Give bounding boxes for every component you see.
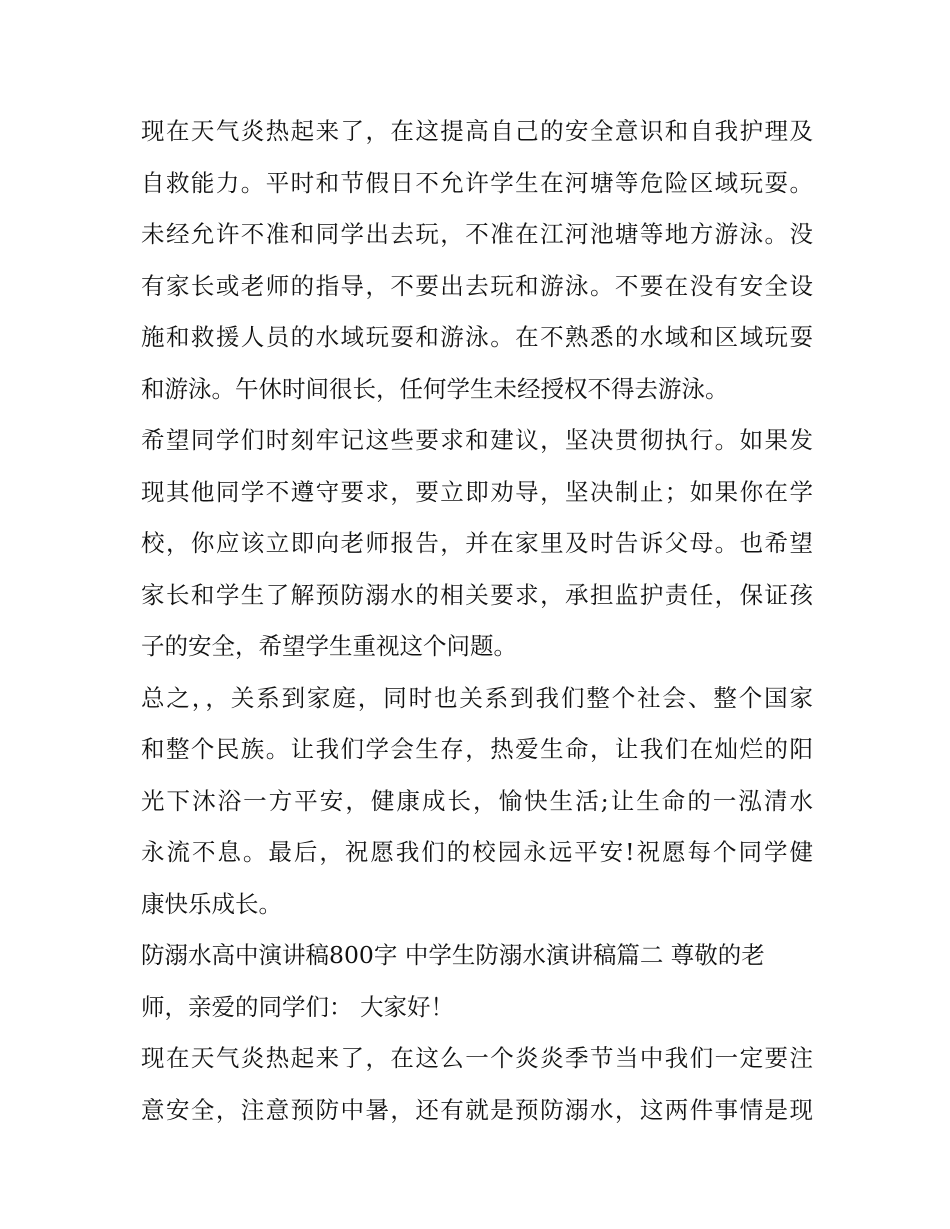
text-line: 希望同学们时刻牢记这些要求和建议，坚决贯彻执行。如果发 (141, 426, 813, 454)
text-line: 防溺水高中演讲稿800字 中学生防溺水演讲稿篇二 尊敬的老 (141, 941, 765, 969)
text-line: 永流不息。最后，祝愿我们的校园永远平安!祝愿每个同学健 (141, 838, 813, 866)
document-body (141, 106, 813, 1136)
text-line: 现在天气炎热起来了，在这么一个炎炎季节当中我们一定要注 (141, 1044, 813, 1072)
text-line: 校，你应该立即向老师报告，并在家里及时告诉父母。也希望 (141, 529, 813, 557)
text-line: 总之，，关系到家庭，同时也关系到我们整个社会、整个国家 (141, 683, 813, 712)
text-line: 未经允许不准和同学出去玩，不准在江河池塘等地方游泳。没 (141, 220, 813, 248)
text-line: 师，亲爱的同学们： 大家好！ (141, 992, 454, 1021)
text-line: 有家长或老师的指导，不要出去玩和游泳。不要在没有安全设 (141, 271, 813, 300)
text-line: 意安全，注意预防中暑，还有就是预防溺水，这两件事情是现 (141, 1095, 813, 1124)
text-line: 光下沐浴一方平安，健康成长，愉快生活;让生命的一泓清水 (141, 786, 813, 815)
text-line: 现其他同学不遵守要求，要立即劝导，坚决制止；如果你在学 (141, 477, 813, 506)
text-line: 现在天气炎热起来了，在这提高自己的安全意识和自我护理及 (141, 117, 813, 145)
text-line: 和游泳。午休时间很长，任何学生未经授权不得去游泳。 (141, 374, 729, 403)
text-line: 自救能力。平时和节假日不允许学生在河塘等危险区域玩耍。 (141, 168, 813, 197)
text-line: 子的安全，希望学生重视这个问题。 (141, 632, 517, 660)
text-line: 施和救援人员的水域玩耍和游泳。在不熟悉的水域和区域玩耍 (141, 323, 813, 351)
text-line: 康快乐成长。 (141, 889, 282, 918)
text-line: 家长和学生了解预防溺水的相关要求，承担监护责任，保证孩 (141, 580, 813, 609)
text-line: 和整个民族。让我们学会生存，热爱生命，让我们在灿烂的阳 (141, 735, 813, 763)
